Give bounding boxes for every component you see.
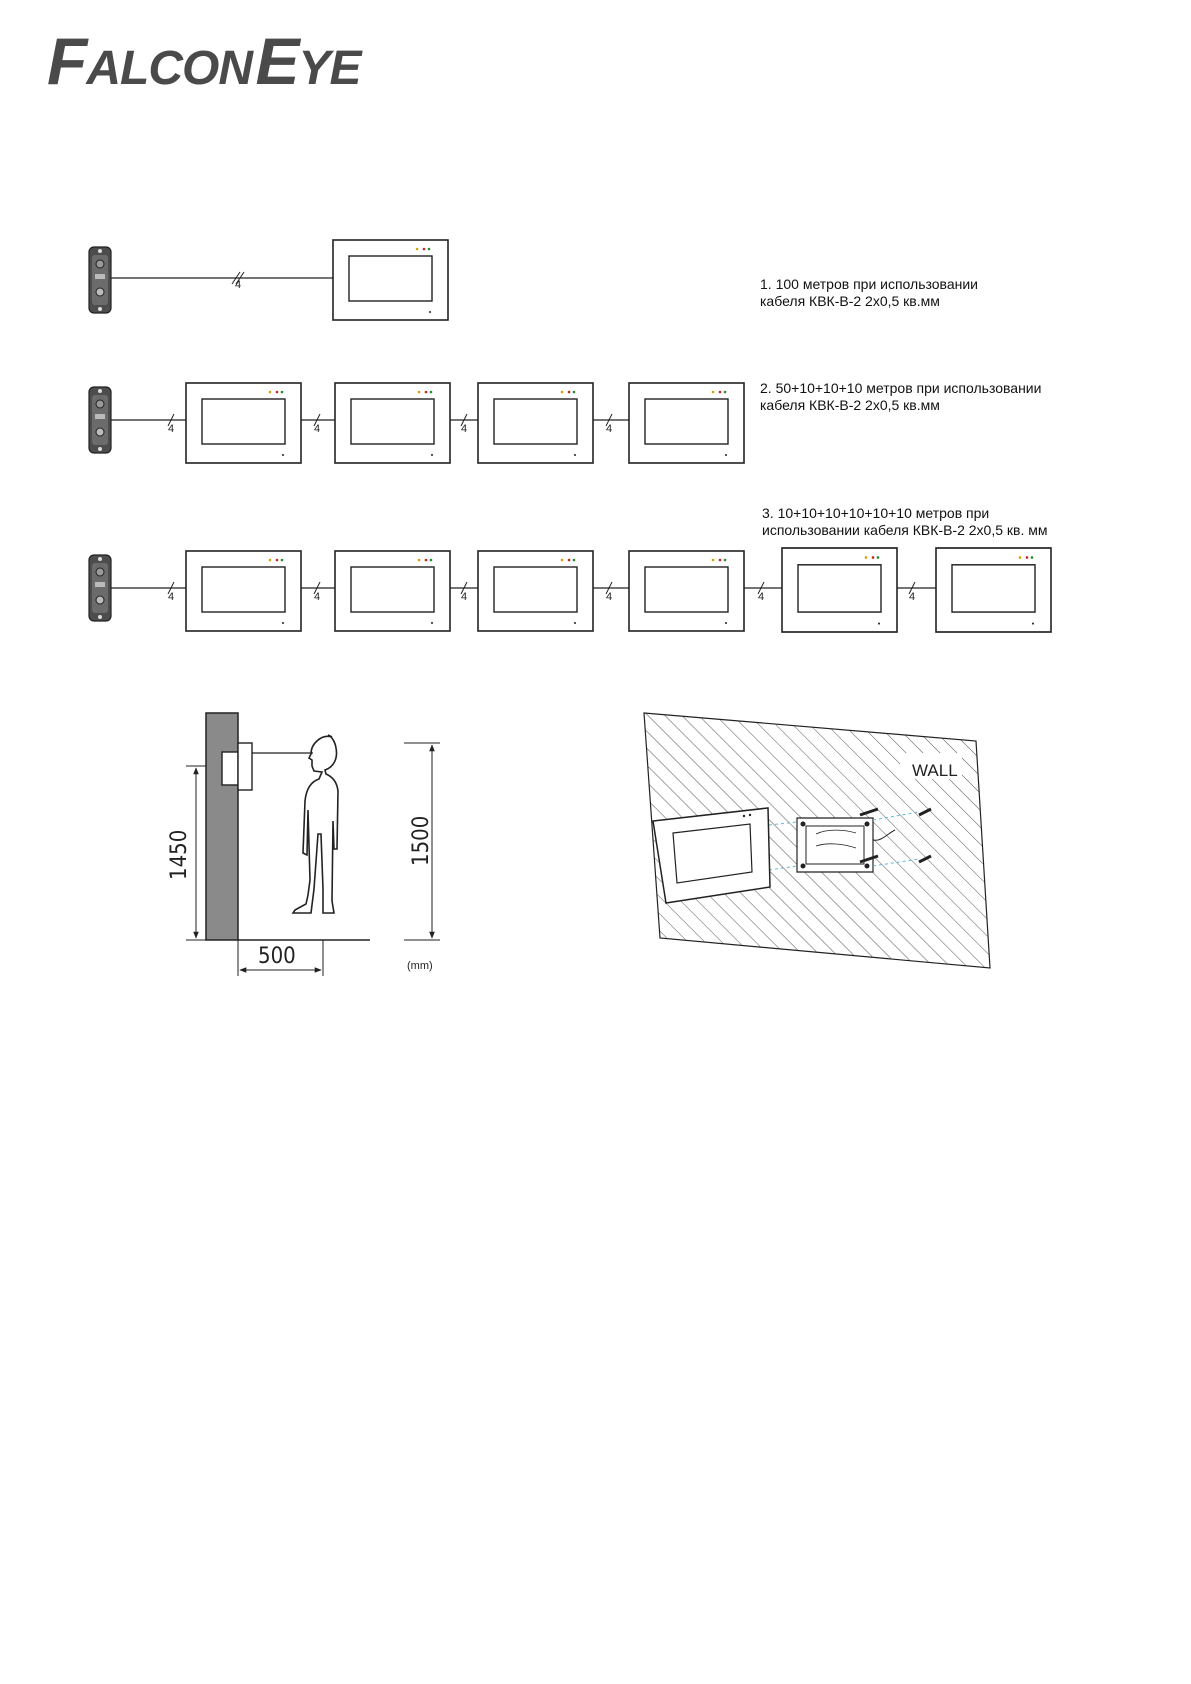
cable-mark xyxy=(461,582,467,603)
dimension-500 xyxy=(238,940,323,976)
cable-mark xyxy=(606,414,612,435)
dimension-1500 xyxy=(404,743,440,940)
cable-mark-label: 4 xyxy=(606,423,613,435)
wall-label: WALL xyxy=(912,761,958,780)
wall-section xyxy=(206,713,238,940)
call-panel-icon xyxy=(89,387,111,453)
cable-mark xyxy=(168,582,174,603)
dimension-500-label: 500 xyxy=(258,944,296,969)
cable-mark-label: 4 xyxy=(461,423,468,435)
cable-mark xyxy=(606,582,612,603)
cable-mark xyxy=(168,414,174,435)
wall-mount-drawing xyxy=(644,713,990,968)
cable-mark-label: 4 xyxy=(314,591,321,603)
call-panel-icon xyxy=(89,247,111,313)
scheme-2-diagram xyxy=(89,383,744,463)
cable-mark-label: 4 xyxy=(235,279,242,291)
monitor-icon xyxy=(478,551,593,631)
cable-mark-label: 4 xyxy=(606,591,613,603)
units-label: (mm) xyxy=(407,960,433,972)
person-silhouette xyxy=(293,735,338,913)
monitor-icon xyxy=(629,383,744,463)
panel-side-view xyxy=(222,752,238,785)
scheme-1-caption-line1: 1. 100 метров при использовании xyxy=(760,276,978,292)
scheme-1-diagram xyxy=(89,240,448,320)
scheme-3-caption-line1: 3. 10+10+10+10+10+10 метров при xyxy=(762,505,990,521)
dimension-1450-label: 1450 xyxy=(167,829,192,880)
panel-visor xyxy=(238,743,252,790)
cable-mark-label: 4 xyxy=(168,423,175,435)
cable-mark xyxy=(909,582,915,603)
cable-mark-label: 4 xyxy=(461,591,468,603)
cable-mark xyxy=(758,582,764,603)
call-panel-icon xyxy=(89,555,111,621)
monitor-icon xyxy=(186,551,301,631)
dimension-1500-label: 1500 xyxy=(409,815,434,866)
brand-logo-text: FALCON EYE xyxy=(47,24,361,98)
cable-mark-label: 4 xyxy=(758,591,765,603)
scheme-3-caption-line2: использовании кабеля КВК-В-2 2х0,5 кв. мм xyxy=(762,522,1048,538)
cable-mark xyxy=(314,582,320,603)
cable-mark xyxy=(461,414,467,435)
monitor-icon xyxy=(335,551,450,631)
scheme-1-caption-line2: кабеля КВК-В-2 2х0,5 кв.мм xyxy=(760,293,940,309)
dimension-1450 xyxy=(167,766,206,940)
cable-mark xyxy=(232,272,244,291)
monitor-icon xyxy=(186,383,301,463)
scheme-2-caption-line2: кабеля КВК-В-2 2х0,5 кв.мм xyxy=(760,397,940,413)
cable-mark-label: 4 xyxy=(168,591,175,603)
scheme-2-caption-line1: 2. 50+10+10+10 метров при использовании xyxy=(760,380,1042,396)
installation-height-drawing xyxy=(167,713,440,976)
monitor-perspective xyxy=(653,808,770,903)
monitor-icon xyxy=(629,551,744,631)
monitor-icon xyxy=(335,383,450,463)
cable-mark xyxy=(314,414,320,435)
monitor-icon xyxy=(478,383,593,463)
scheme-3-diagram xyxy=(89,548,1051,632)
cable-mark-label: 4 xyxy=(909,591,916,603)
monitor-icon xyxy=(333,240,448,320)
cable-mark-label: 4 xyxy=(314,423,321,435)
monitor-icon xyxy=(936,548,1051,632)
monitor-icon xyxy=(782,548,897,632)
